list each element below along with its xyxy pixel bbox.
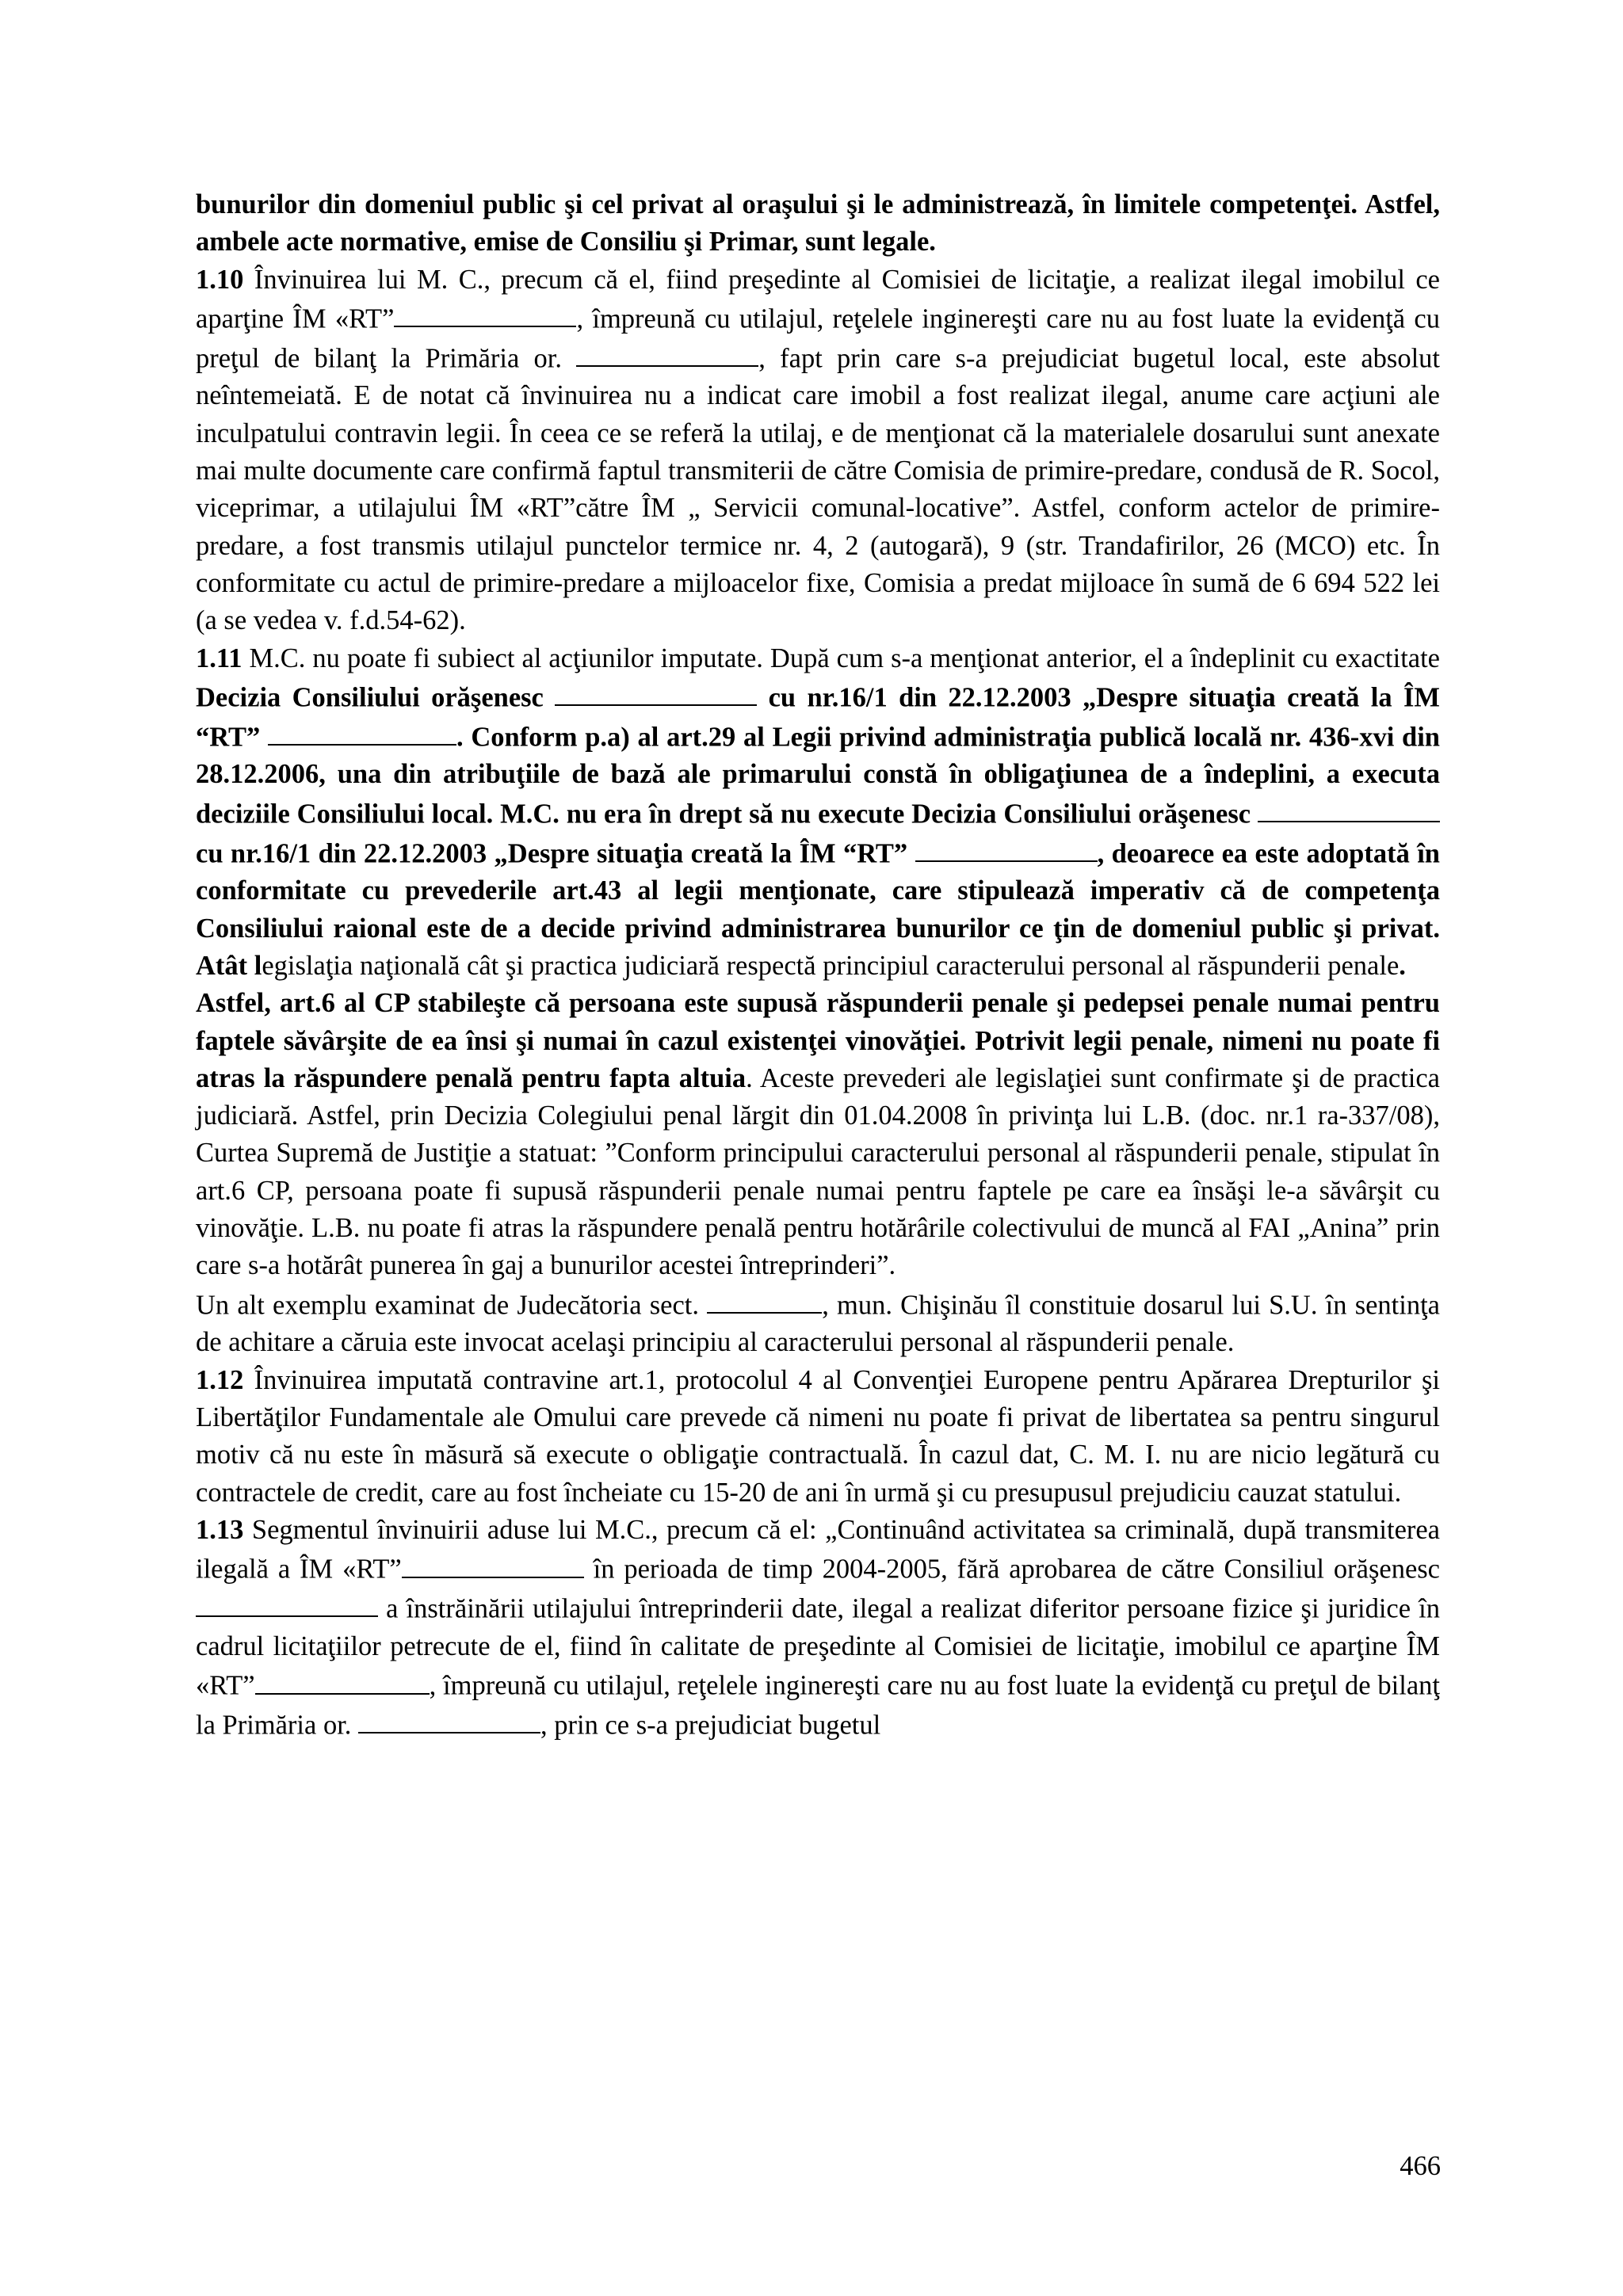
text: Învinuirea lui M. C., precum că el, fiind preşedinte al Comisiei de licitaţie, a realizat ilegal imobilul ce aparţine ÎM «RT” [196,264,1440,334]
paragraph-1-10 [196,261,1440,640]
page-number: 466 [1400,2151,1441,2181]
document-body [196,186,1440,1745]
text: Segmentul învinuirii aduse lui M.C., precum că el: „Continuând activitatea sa criminală, după transmiterea ilegală a ÎM «RT” [196,1514,1440,1585]
bold-text: cu nr.16/1 din 22.12.2003 „Despre situaţia creată la ÎM “RT” [196,682,1440,753]
paragraph-1-11 [196,640,1440,986]
bold-text: . [1399,950,1406,981]
text: în perioada de timp 2004-2005, fără aprobarea de către Consiliul orăşenesc [583,1554,1440,1585]
paragraph-1-13 [196,1512,1440,1745]
section-number: 1.11 [196,643,242,673]
redacted-blank [1258,794,1440,823]
paragraph-1-10-conclusion [196,186,1440,261]
bold-text: cu nr.16/1 din 22.12.2003 „Despre situaţia creată la ÎM “RT” [196,838,915,869]
section-number: 1.10 [196,264,244,295]
redacted-blank [707,1285,822,1314]
paragraph-example [196,1285,1440,1362]
text: , împreună cu utilajul, reţelele inginereşti care nu au fost luate la evidenţă cu preţul de bilanţ la Primăria or. [196,303,1440,374]
text: a înstrăinării utilajului întreprinderii date, ilegal a realizat diferitor persoane fizice şi juridice în cadrul licitaţiilor petrecute de el, fiind în calitate de preşedinte al Comisiei de licitaţie, imobilul ce aparţine ÎM «RT” [196,1593,1440,1701]
redacted-blank [555,677,757,707]
text: , împreună cu utilajul, reţelele inginereşti care nu au fost luate la evidenţă cu preţul de bilanţ la Primăria or. [196,1670,1440,1741]
paragraph-1-12 [196,1362,1440,1512]
redacted-blank [196,1589,378,1618]
text: Un alt exemplu examinat de Judecătoria sect. [196,1290,708,1321]
redacted-blank [255,1665,430,1695]
redacted-blank [268,717,456,746]
text: egislaţia naţională cât şi practica judiciară respectă principiul caracterului personal al răspunderii penale [262,950,1400,981]
redacted-blank [915,833,1098,863]
bold-text: bunurilor din domeniul public şi cel privat al oraşului şi le administrează, în limitele competenţei. Astfel, ambele acte normative, emise de Consiliu şi Primar, sunt legale. [196,189,1440,257]
text: Învinuirea imputată contravine art.1, protocolul 4 al Convenţiei Europene pentru Apărarea Drepturilor şi Libertăţilor Fundamentale ale Omului care prevede că nimeni nu poate fi privat de libertatea sa pentru singurul motiv că nu este în măsură să execute o obligaţie contractuală. În cazul dat, C. M. I. nu are nicio legătură cu contractele de credit, care au fost încheiate cu 15-20 de ani în urmă şi cu presupusul prejudiciu cauzat statului. [196,1364,1440,1508]
text: , mun. Chişinău îl constituie dosarul lui S.U. în sentinţa de achitare a căruia este invocat acelaşi principiu al caracterului personal al răspunderii penale. [196,1290,1440,1358]
text: , prin ce s-a prejudiciat bugetul [540,1710,881,1741]
redacted-blank [358,1705,540,1734]
redacted-blank [402,1549,584,1578]
paragraph-art6 [196,985,1440,1284]
redacted-blank [394,299,576,328]
redacted-blank [576,338,758,368]
section-number: 1.12 [196,1364,244,1395]
bold-text: Decizia Consiliului orăşenesc [196,682,556,713]
text: , fapt prin care s-a prejudiciat bugetul local, este absolut neîntemeiată. E de notat că învinuirea nu a indicat care imobil a fost realizat ilegal, anume care acţiuni ale inculpatului contravin legii. În ceea ce se referă la utilaj, e de menţionat că la materialele dosarului sunt anexate mai multe documente care confirmă faptul transmiterii de către Comisia de primire-predare, condusă de R. Socol, viceprimar, a utilajului ÎM «RT”către ÎM „ Servicii comunal-locative”. Astfel, conform actelor de primire-predare, a fost transmis utilajul punctelor termice nr. 4, 2 (autogară), 9 (str. Trandafirilor, 26 (MCO) etc. În conformitate cu actul de primire-predare a mijloacelor fixe, Comisia a predat mijloace în sumă de 6 694 522 lei (a se vedea v. f.d.54-62). [196,343,1440,636]
text: . Aceste prevederi ale legislaţiei sunt confirmate şi de practica judiciară. Astfel, prin Decizia Colegiului penal lărgit din 01.04.2008 în privinţa lui L.B. (doc. nr.1 ra-337/08), Curtea Supremă de Justiţie a statuat: ”Conform principului caracterului personal al răspunderii penale, stipulat în art.6 CP, persoana poate fi supusă răspunderii penale numai pentru faptele pe care ea însăşi le-a săvârşit cu vinovăţie. L.B. nu poate fi atras la răspundere penală pentru hotărârile colectivului de muncă al FAI „Anina” prin care s-a hotărât punerea în gaj a bunurilor acestei întreprinderi”. [196,1062,1440,1281]
bold-text: Astfel, art.6 al CP stabileşte că persoana este supusă răspunderii penale şi pedepsei penale numai pentru faptele săvârşite de ea însi şi numai în cazul existenţei vinovăţiei. Potrivit legii penale, nimeni nu poate fi atras la răspundere penală pentru fapta altuia [196,988,1440,1093]
section-number: 1.13 [196,1514,244,1545]
bold-text: , deoarece ea este adoptată în conformitate cu prevederile art.43 al legii menţionate, care stipulează imperativ că de competenţa Consiliului raional este de a decide privind administrarea bunurilor ce ţin de domeniul public şi privat. Atât l [196,838,1440,981]
bold-text: . Conform p.a) al art.29 al Legii privind administraţia publică locală nr. 436-xvi din 28.12.2006, una din atribuţiile de bază ale primarului constă în obligaţiunea de a îndeplini, a executa deciziile Consiliului local. M.C. nu era în drept să nu execute Decizia Consiliului orăşenesc [196,722,1440,830]
text: M.C. nu poate fi subiect al acţiunilor imputate. După cum s-a menţionat anterior, el a îndeplinit cu exactitate [242,643,1440,673]
